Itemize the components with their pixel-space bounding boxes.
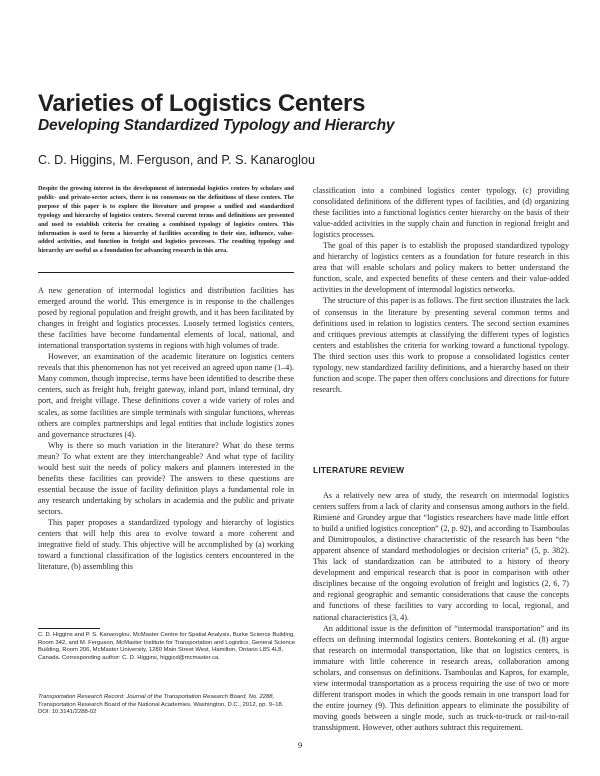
abstract: Despite the growing interest in the development of intermodal logistics centers by scholars and public- and private-sector actors, there is no consensus on the definitions of these centers. The purpose of this paper is to explore the literature and propose a unified and standardized typology and hierarchy of logistics centers. Several current terms and definitions are presented and used to establish criteria for creating a combined typology of logistics centers. This information is used to form a hierarchy of facilities according to their size, influence, value-added activities, and function in freight and logistics processes. The resulting typology and hierarchy are useful as a foundation for advancing research in this area.: [38, 185, 294, 255]
citation-journal: Transportation Research Record: Journal of the Transportation Research Board, No. 2288,: [38, 694, 275, 700]
journal-citation: [38, 694, 296, 717]
right-column-bottom: [313, 490, 569, 733]
citation-publisher: Transportation Research Board of the National Academies, Washington, D.C., 2012, pp. 9–18.: [38, 701, 284, 708]
paragraph: classification into a combined logistics center typology, (c) providing consolidated definitions of the different types of facilities, and (d) organizing these facilities into a functional logistics center hierarchy on the basis of their value-added activities in the supply chain and function in regional freight and logistics processes.: [313, 186, 569, 240]
abstract-divider: [38, 272, 294, 273]
article-title: Varieties of Logistics Centers: [38, 90, 366, 117]
left-column-body: [38, 285, 294, 572]
article-subtitle: Developing Standardized Typology and Hierarchy: [38, 117, 395, 134]
page-number: 9: [297, 740, 303, 750]
paragraph: However, an examination of the academic literature on logistics centers reveals that this phenomenon has not yet received an agreed upon name (1–4). Many common, though imprecise, terms have been identified to describe these centers, such as freight hub, freight gateway, inland port, inland terminal, dry port, and freight village. These definitions cover a wide variety of roles and scales, as some facilities are simple terminals with singular functions, whereas others are complex partnerships and legal entities that include logistics zones and governance structures (4).: [38, 352, 294, 439]
paragraph: As a relatively new area of study, the research on intermodal logistics centers suffers from a lack of clarity and consensus among authors in the field. Rimienė and Grundey argue that “logistics researchers have made little effort to build a unified logistics conception” (2, p. 92), and according to Tsamboulas and Dimitropoulos, a distinctive characteristic of the research has been “the apparent absence of standard methodologies or decision criteria” (5, p. 382). This lack of standardization can be attributed to a history of theory development and empirical research that is poor in comparison with other disciplines because of the ongoing evolution of freight and logistics (2, 6, 7) and regional geographic and semantic considerations that cause the concepts and functions of these facilities to vary according to local, regional, and national characteristics (3, 4).: [313, 491, 569, 622]
paragraph: A new generation of intermodal logistics and distribution facilities has emerged around the world. This emergence is in response to the challenges posed by regional population and freight growth, and it has been facilitated by changes in freight and logistics processes. Loosely termed logistics centers, these facilities have become fundamental elements of local, national, and international transportation systems in regions with high volumes of trade.: [38, 286, 294, 351]
paragraph: This paper proposes a standardized typology and hierarchy of logistics centers that will help this area to evolve toward a more coherent and integrative field of study. This objective will be accomplished by (a) working toward a functional classification of the logistics centers encountered in the literature, (b) assembling this: [38, 517, 294, 572]
paragraph: The goal of this paper is to establish the proposed standardized typology and hierarchy of logistics centers as a foundation for future research in this area that will enable scholars and policy makers to better understand the function, scale, and expected benefits of these centers and their value-added activities in the development of intermodal logistics networks.: [313, 241, 569, 295]
doi: DOI: 10.3141/2288-02: [38, 709, 97, 716]
paragraph: The structure of this paper is as follows. The first section illustrates the lack of consensus in the literature by presenting several common terms and definitions used in relation to logistics centers. The second section examines and critiques previous attempts at classifying the different types of logistics centers and establishes the criteria for working toward a functional typology. The third section uses this work to propose a consolidated logistics center typology, new standardized facility definitions, and a hierarchy based on their function and scope. The paper then offers conclusions and directions for future research.: [313, 296, 569, 394]
paragraph: An additional issue is the definition of “intermodal transportation” and its effects on defining intermodal logistics centers. Bontekoning et al. (8) argue that research on intermodal transportation, like that on logistics centers, is immature with little coherence in research areas, collaboration among scholars, and consensus on definitions. Tsamboulas and Kapros, for example, view intermodal transportation as a process requiring the use of two or more different transport modes in which the goods remain in one transport load for the entire journey (9). This definition appears to eliminate the possibility of moving goods between a single mode, such as truck-to-truck or rail-to-rail transshipment. However, other authors subtract this requirement.: [313, 623, 569, 732]
section-heading: LITERATURE REVIEW: [313, 465, 405, 475]
footnote-divider: [38, 628, 100, 629]
right-column-top: [313, 185, 569, 395]
author-affiliation: C. D. Higgins and P. S. Kanaroglou, McMaster Centre for Spatial Analysis, Burke Science Building, Room 342, and M. Ferguson, McMaster Institute for Transportation and Logistics, General Science Building, Room 206, McMaster University, 1280 Main Street West, Hamilton, Ontario L8S 4L8, Canada. Corresponding author: C. D. Higgins, higgicd@mcmaster.ca.: [38, 632, 296, 662]
author-list: C. D. Higgins, M. Ferguson, and P. S. Kanaroglou: [38, 153, 315, 167]
paragraph: Why is there so much variation in the literature? What do these terms mean? To what extent are they interchangeable? And what type of facility would best suit the needs of policy makers and planners interested in the benefits these facilities can provide? The answers to these questions are essential because the issue of facility definition plays a fundamental role in any research undertaking by scholars in academia and the public and private sectors.: [38, 440, 294, 516]
